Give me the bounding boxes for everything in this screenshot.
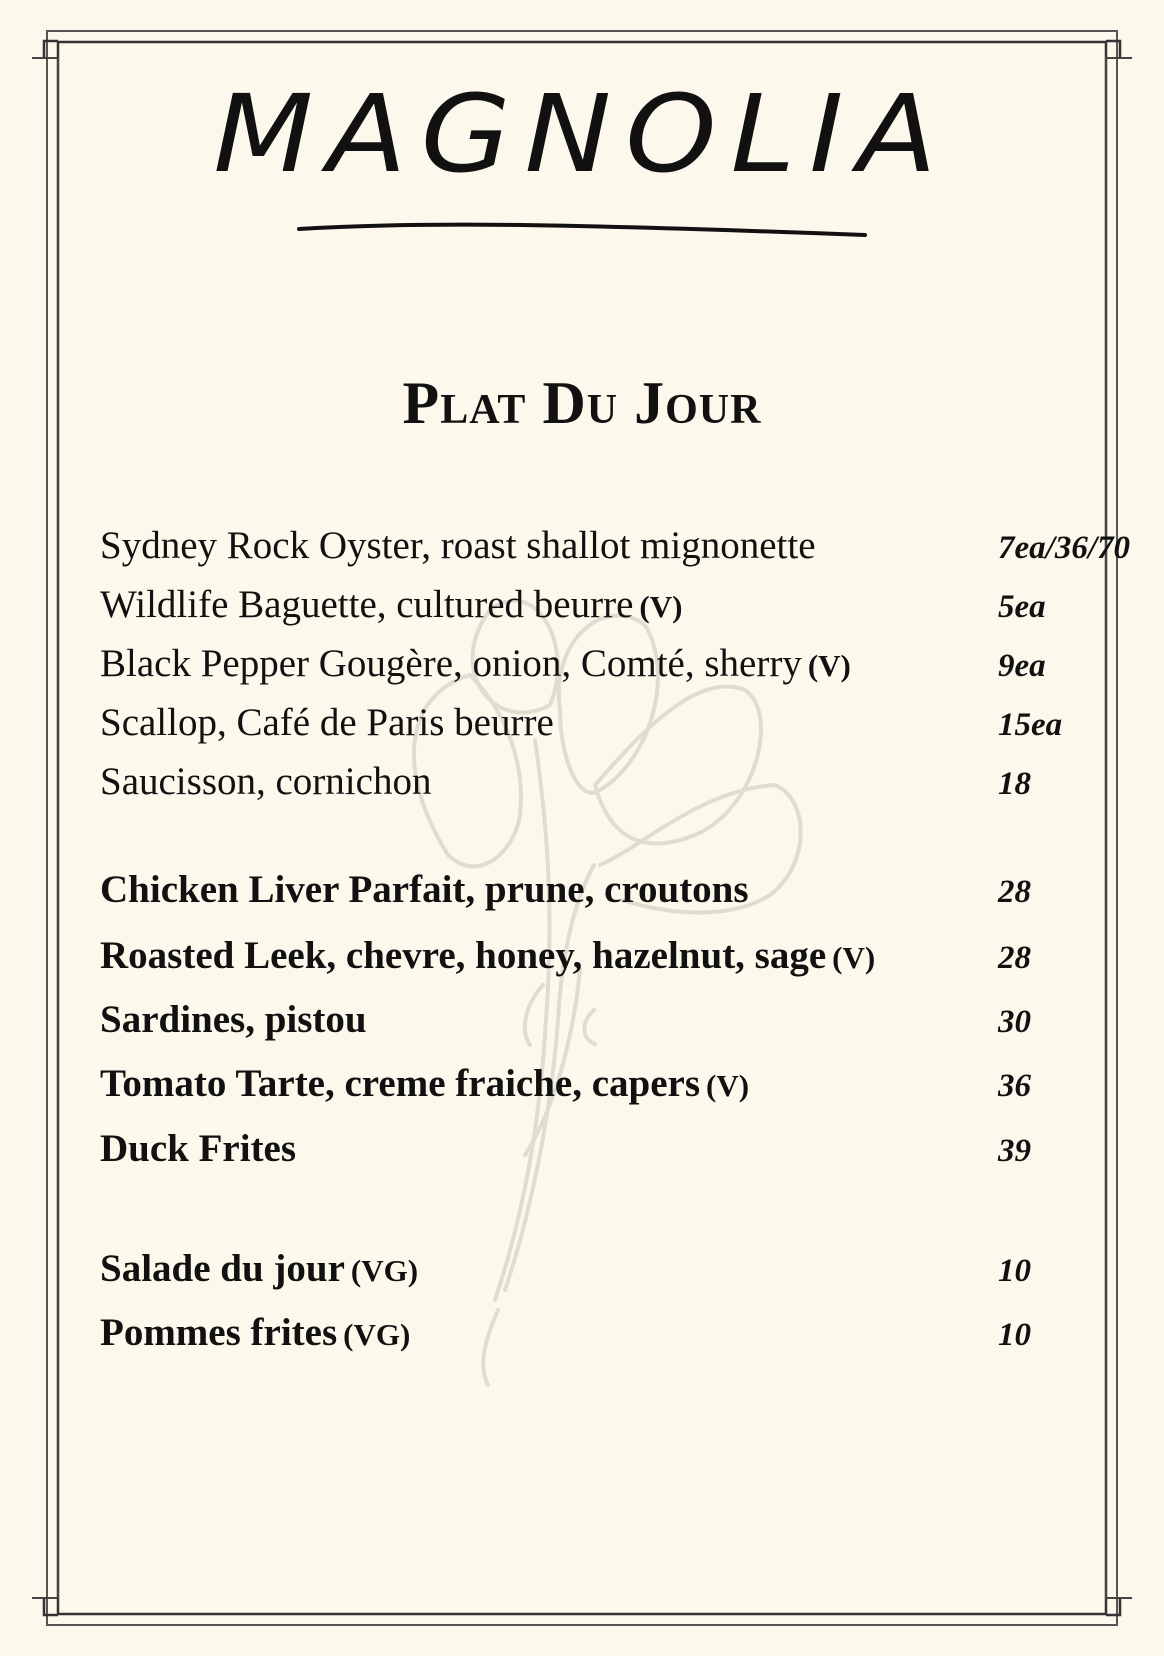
menu-item-black-pepper-gougere [100, 644, 1120, 688]
menu-item-salade-du-jour [100, 1249, 1120, 1293]
menu-item-price: 28 [998, 874, 1031, 910]
menu-item-name: Tomato Tarte, creme fraiche, capers (V) [100, 1062, 750, 1105]
menu-item-name: Chicken Liver Parfait, prune, croutons [100, 868, 749, 911]
dietary-tag: (VG) [343, 1317, 411, 1352]
menu-item-duck-frites [100, 1129, 1120, 1173]
menu-item-name: Scallop, Café de Paris beurre [100, 701, 554, 744]
menu-item-price: 10 [998, 1317, 1031, 1353]
page-title: Plat Du Jour [402, 370, 762, 437]
underline-icon [297, 219, 867, 237]
menu-item-price: 30 [998, 1004, 1031, 1040]
dietary-tag: (V) [706, 1068, 750, 1103]
menu-item-price: 9ea [998, 648, 1046, 684]
menu-item-pommes-frites [100, 1313, 1120, 1357]
menu-item-price: 28 [998, 940, 1031, 976]
dietary-tag: (V) [832, 940, 876, 975]
menu-item-sardines [100, 1000, 1120, 1044]
menu-item-sydney-rock-oyster [100, 524, 1130, 570]
menu-item-name: Black Pepper Gougère, onion, Comté, sherry (V) [100, 642, 851, 685]
menu-item-name: Roasted Leek, chevre, honey, hazelnut, sage (V) [100, 934, 876, 977]
menu-item-price: 5ea [998, 589, 1046, 625]
dietary-tag: (V) [807, 648, 851, 683]
menu-item-price: 39 [998, 1133, 1031, 1169]
brand-header [0, 72, 1164, 257]
menu-item-name: Sardines, pistou [100, 998, 367, 1041]
menu-item-price: 15ea [998, 707, 1063, 743]
dietary-tag: (VG) [350, 1253, 419, 1288]
menu-item-wildlife-baguette [100, 585, 1120, 629]
menu-item-name: Sydney Rock Oyster, roast shallot mignonette [100, 524, 816, 567]
menu-item-chicken-liver-parfait [100, 870, 1120, 914]
menu-item-name: Duck Frites [100, 1127, 297, 1170]
menu-item-name: Pommes frites (VG) [100, 1311, 411, 1354]
menu-item-price: 7ea/36/70 [998, 530, 1130, 566]
menu-item-price: 10 [998, 1253, 1031, 1289]
menu-item-scallop [100, 703, 1120, 747]
menu-item-price: 36 [998, 1068, 1031, 1104]
menu-item-name: Salade du jour (VG) [100, 1247, 419, 1290]
menu-item-roasted-leek [100, 936, 1120, 980]
menu-item-price: 18 [998, 766, 1031, 802]
menu-item-name: Wildlife Baguette, cultured beurre (V) [100, 583, 683, 626]
dietary-tag: (V) [639, 589, 683, 624]
menu-item-saucisson [100, 762, 1120, 806]
menu-item-tomato-tarte [100, 1064, 1120, 1108]
menu-item-name: Saucisson, cornichon [100, 760, 432, 803]
brand-title: MAGNOLIA [213, 72, 951, 197]
